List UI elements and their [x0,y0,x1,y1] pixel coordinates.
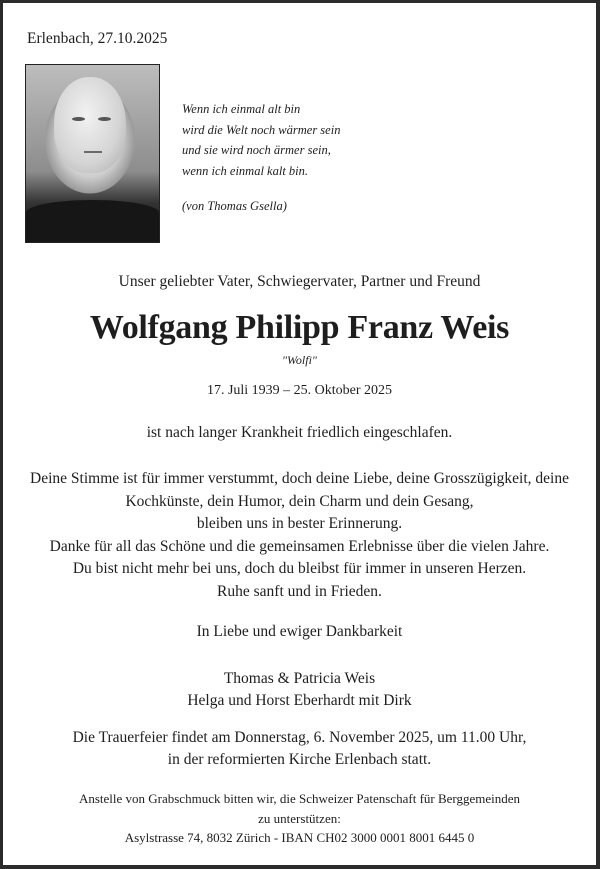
portrait-mouth [84,151,102,153]
poem-attribution: (von Thomas Gsella) [182,199,287,213]
life-dates: 17. Juli 1939 – 25. Oktober 2025 [206,383,393,398]
service-line: Die Trauerfeier findet am Donnerstag, 6. November 2025, um 11.00 Uhr, [72,729,527,746]
tribute-line: Ruhe sanft und in Frieden. [217,582,382,600]
tribute-line: bleiben uns in bester Erinnerung. [196,515,403,532]
place-date: Erlenbach, 27.10.2025 [27,30,168,47]
tribute-line: Kochkünste, dein Humor, dein Charm und dein Gesang, [125,492,474,510]
closing-phrase: In Liebe und ewiger Dankbarkeit [196,623,403,640]
poem-line: wird die Welt noch wärmer sein [182,122,341,137]
tribute-line: Deine Stimme ist für immer verstummt, doch deine Liebe, deine Grosszügigkeit, deine [30,470,569,487]
portrait-head-shape [54,77,126,173]
relationship-intro: Unser geliebter Vater, Schwiegervater, Partner und Freund [118,273,481,290]
tribute-line: Danke für all das Schöne und die gemeinsamen Erlebnisse über die vielen Jahre. [49,537,550,555]
funeral-service-info [3,727,596,771]
mourners-list [3,668,596,712]
donation-line: zu unterstützen: [258,810,341,826]
donation-info [3,789,596,848]
mourner: Thomas & Patricia Weis [223,670,376,687]
portrait-eye-left [72,117,85,121]
passing-note: ist nach langer Krankheit friedlich eingeschlafen. [146,424,453,441]
poem-line: wenn ich einmal kalt bin. [182,163,309,178]
poem-spacer [182,181,340,196]
poem-line: Wenn ich einmal alt bin [182,102,301,116]
obituary-notice [3,3,596,865]
service-line: in der reformierten Kirche Erlenbach statt. [167,751,432,768]
tribute-text [3,468,596,603]
poem [182,99,340,217]
portrait-shirt [26,200,159,242]
portrait-eye-right [98,117,111,121]
poem-line: und sie wird noch ärmer sein, [182,143,331,157]
donation-line: Anstelle von Grabschmuck bitten wir, die Schweizer Patenschaft für Berggemeinden [78,791,521,806]
tribute-line: Du bist nicht mehr bei uns, doch du bleibst für immer in unseren Herzen. [72,560,527,577]
deceased-nickname: "Wolfi" [282,353,317,367]
deceased-name: Wolfgang Philipp Franz Weis [89,309,510,346]
mourner: Helga und Horst Eberhardt mit Dirk [187,692,412,709]
portrait-photo [25,64,160,243]
donation-bank-details: Asylstrasse 74, 8032 Zürich - IBAN CH02 3000 0001 8001 6445 0 [124,830,475,845]
